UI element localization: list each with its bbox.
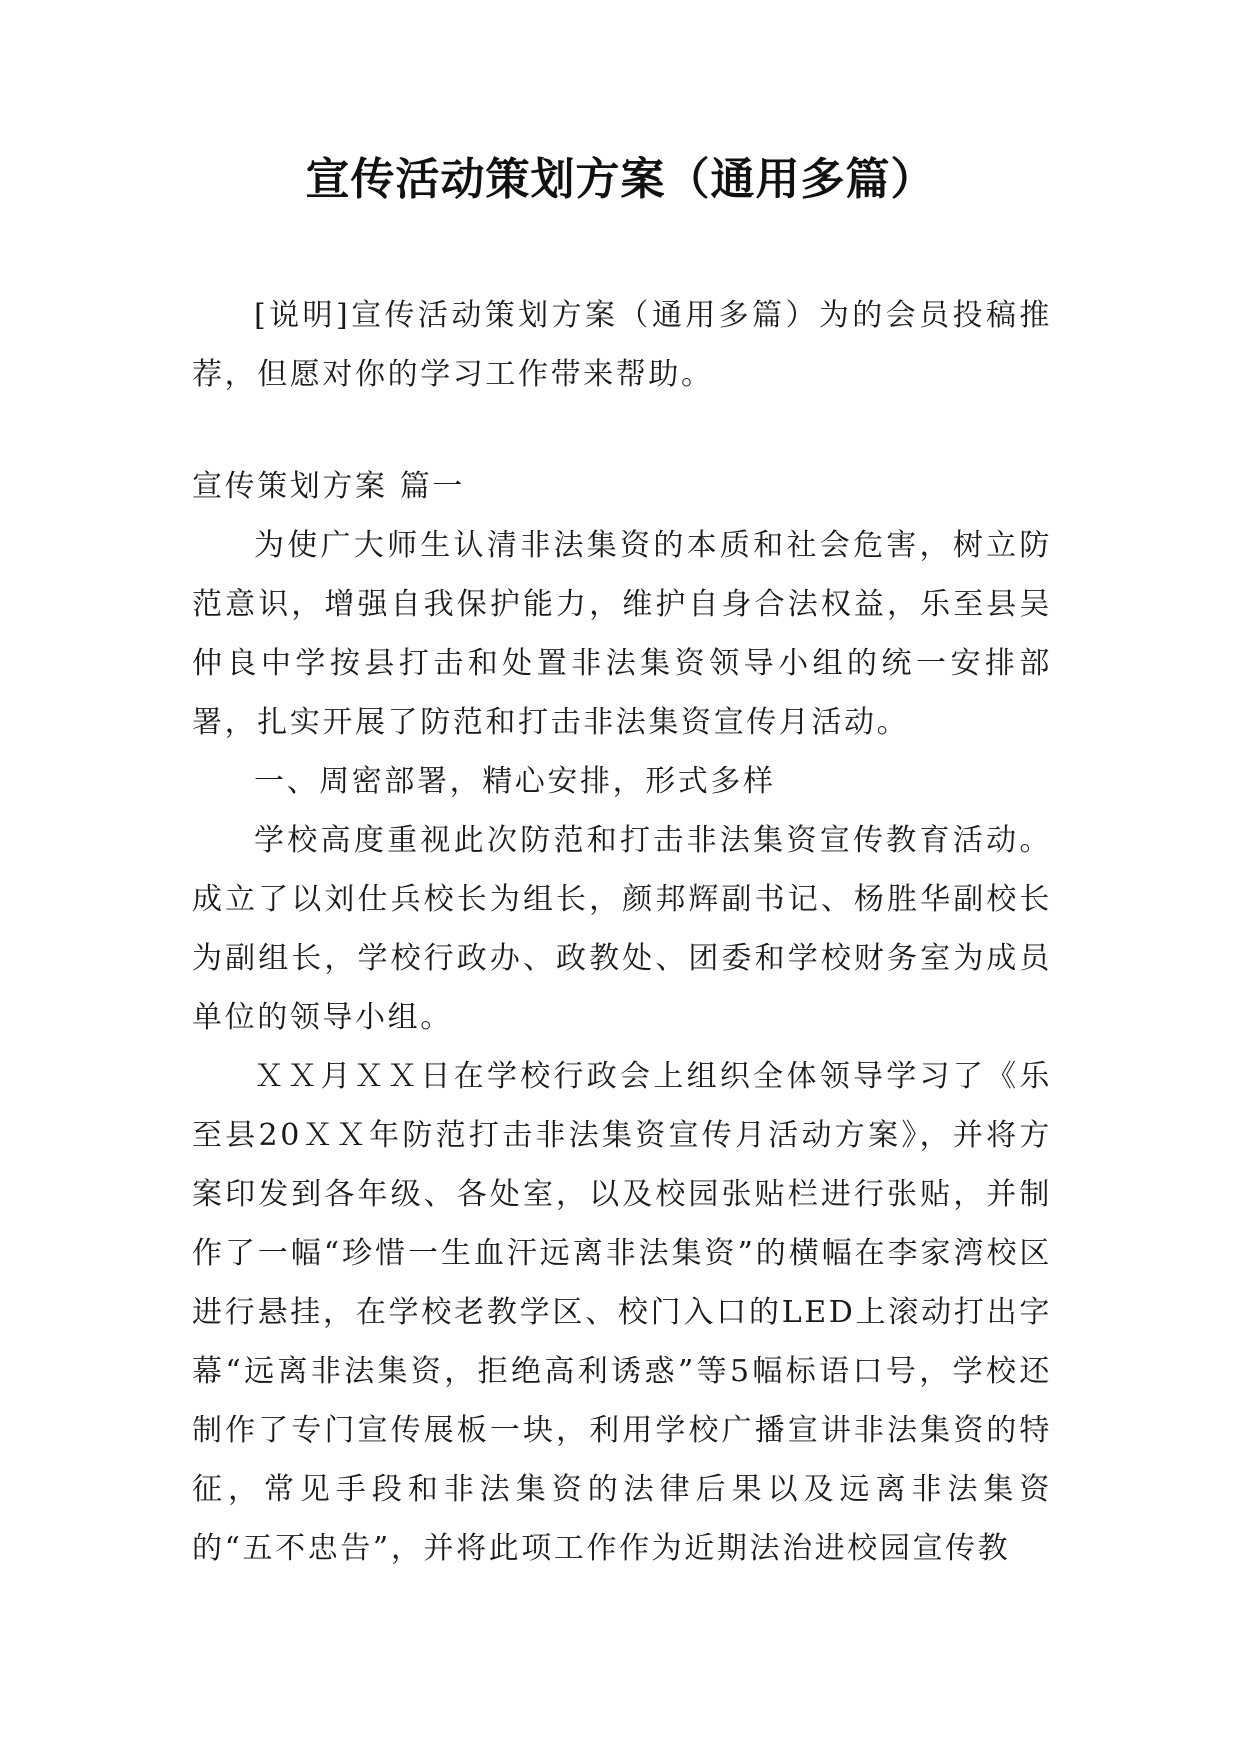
document-title: 宣传活动策划方案（通用多篇） [305, 154, 936, 205]
body-paragraph: ＸＸ月ＸＸ日在学校行政会上组织全体领导学习了《乐至县20ＸＸ年防范打击非法集资宣传月活动方案》，并将方案印发到各年级、各处室，以及校园张贴栏进行张贴，并制作了一幅“珍惜一生血汗远离非法集资”的横幅在李家湾校区进行悬挂，在学校老教学区、校门入口的LED上滚动打出字幕“远离非法集资，拒绝高利诱惑”等5幅标语口号，学校还制作了专门宣传展板一块，利用学校广播宣讲非法集资的特征，常见手段和非法集资的法律后果以及远离非法集资的“五不忠告”，并将此项工作作为近期法治进校园宣传教 [192, 1059, 1052, 1566]
body-paragraph: 为使广大师生认清非法集资的本质和社会危害，树立防范意识，增强自我保护能力，维护自身合法权益，乐至县吴仲良中学按县打击和处置非法集资领导小组的统一安排部署，扎实开展了防范和打击非法集资宣传月活动。 [192, 528, 1052, 740]
intro-paragraph: [说明]宣传活动策划方案（通用多篇）为的会员投稿推荐，但愿对你的学习工作带来帮助。 [192, 298, 1052, 392]
subsection-heading: 一、周密部署，精心安排，形式多样 [254, 764, 776, 799]
document-body [192, 286, 1052, 1578]
body-paragraph: 学校高度重视此次防范和打击非法集资宣传教育活动。成立了以刘仕兵校长为组长，颜邦辉副书记、杨胜华副校长为副组长，学校行政办、政教处、团委和学校财务室为成员单位的领导小组。 [192, 823, 1052, 1035]
section-heading: 宣传策划方案 篇一 [192, 469, 465, 504]
